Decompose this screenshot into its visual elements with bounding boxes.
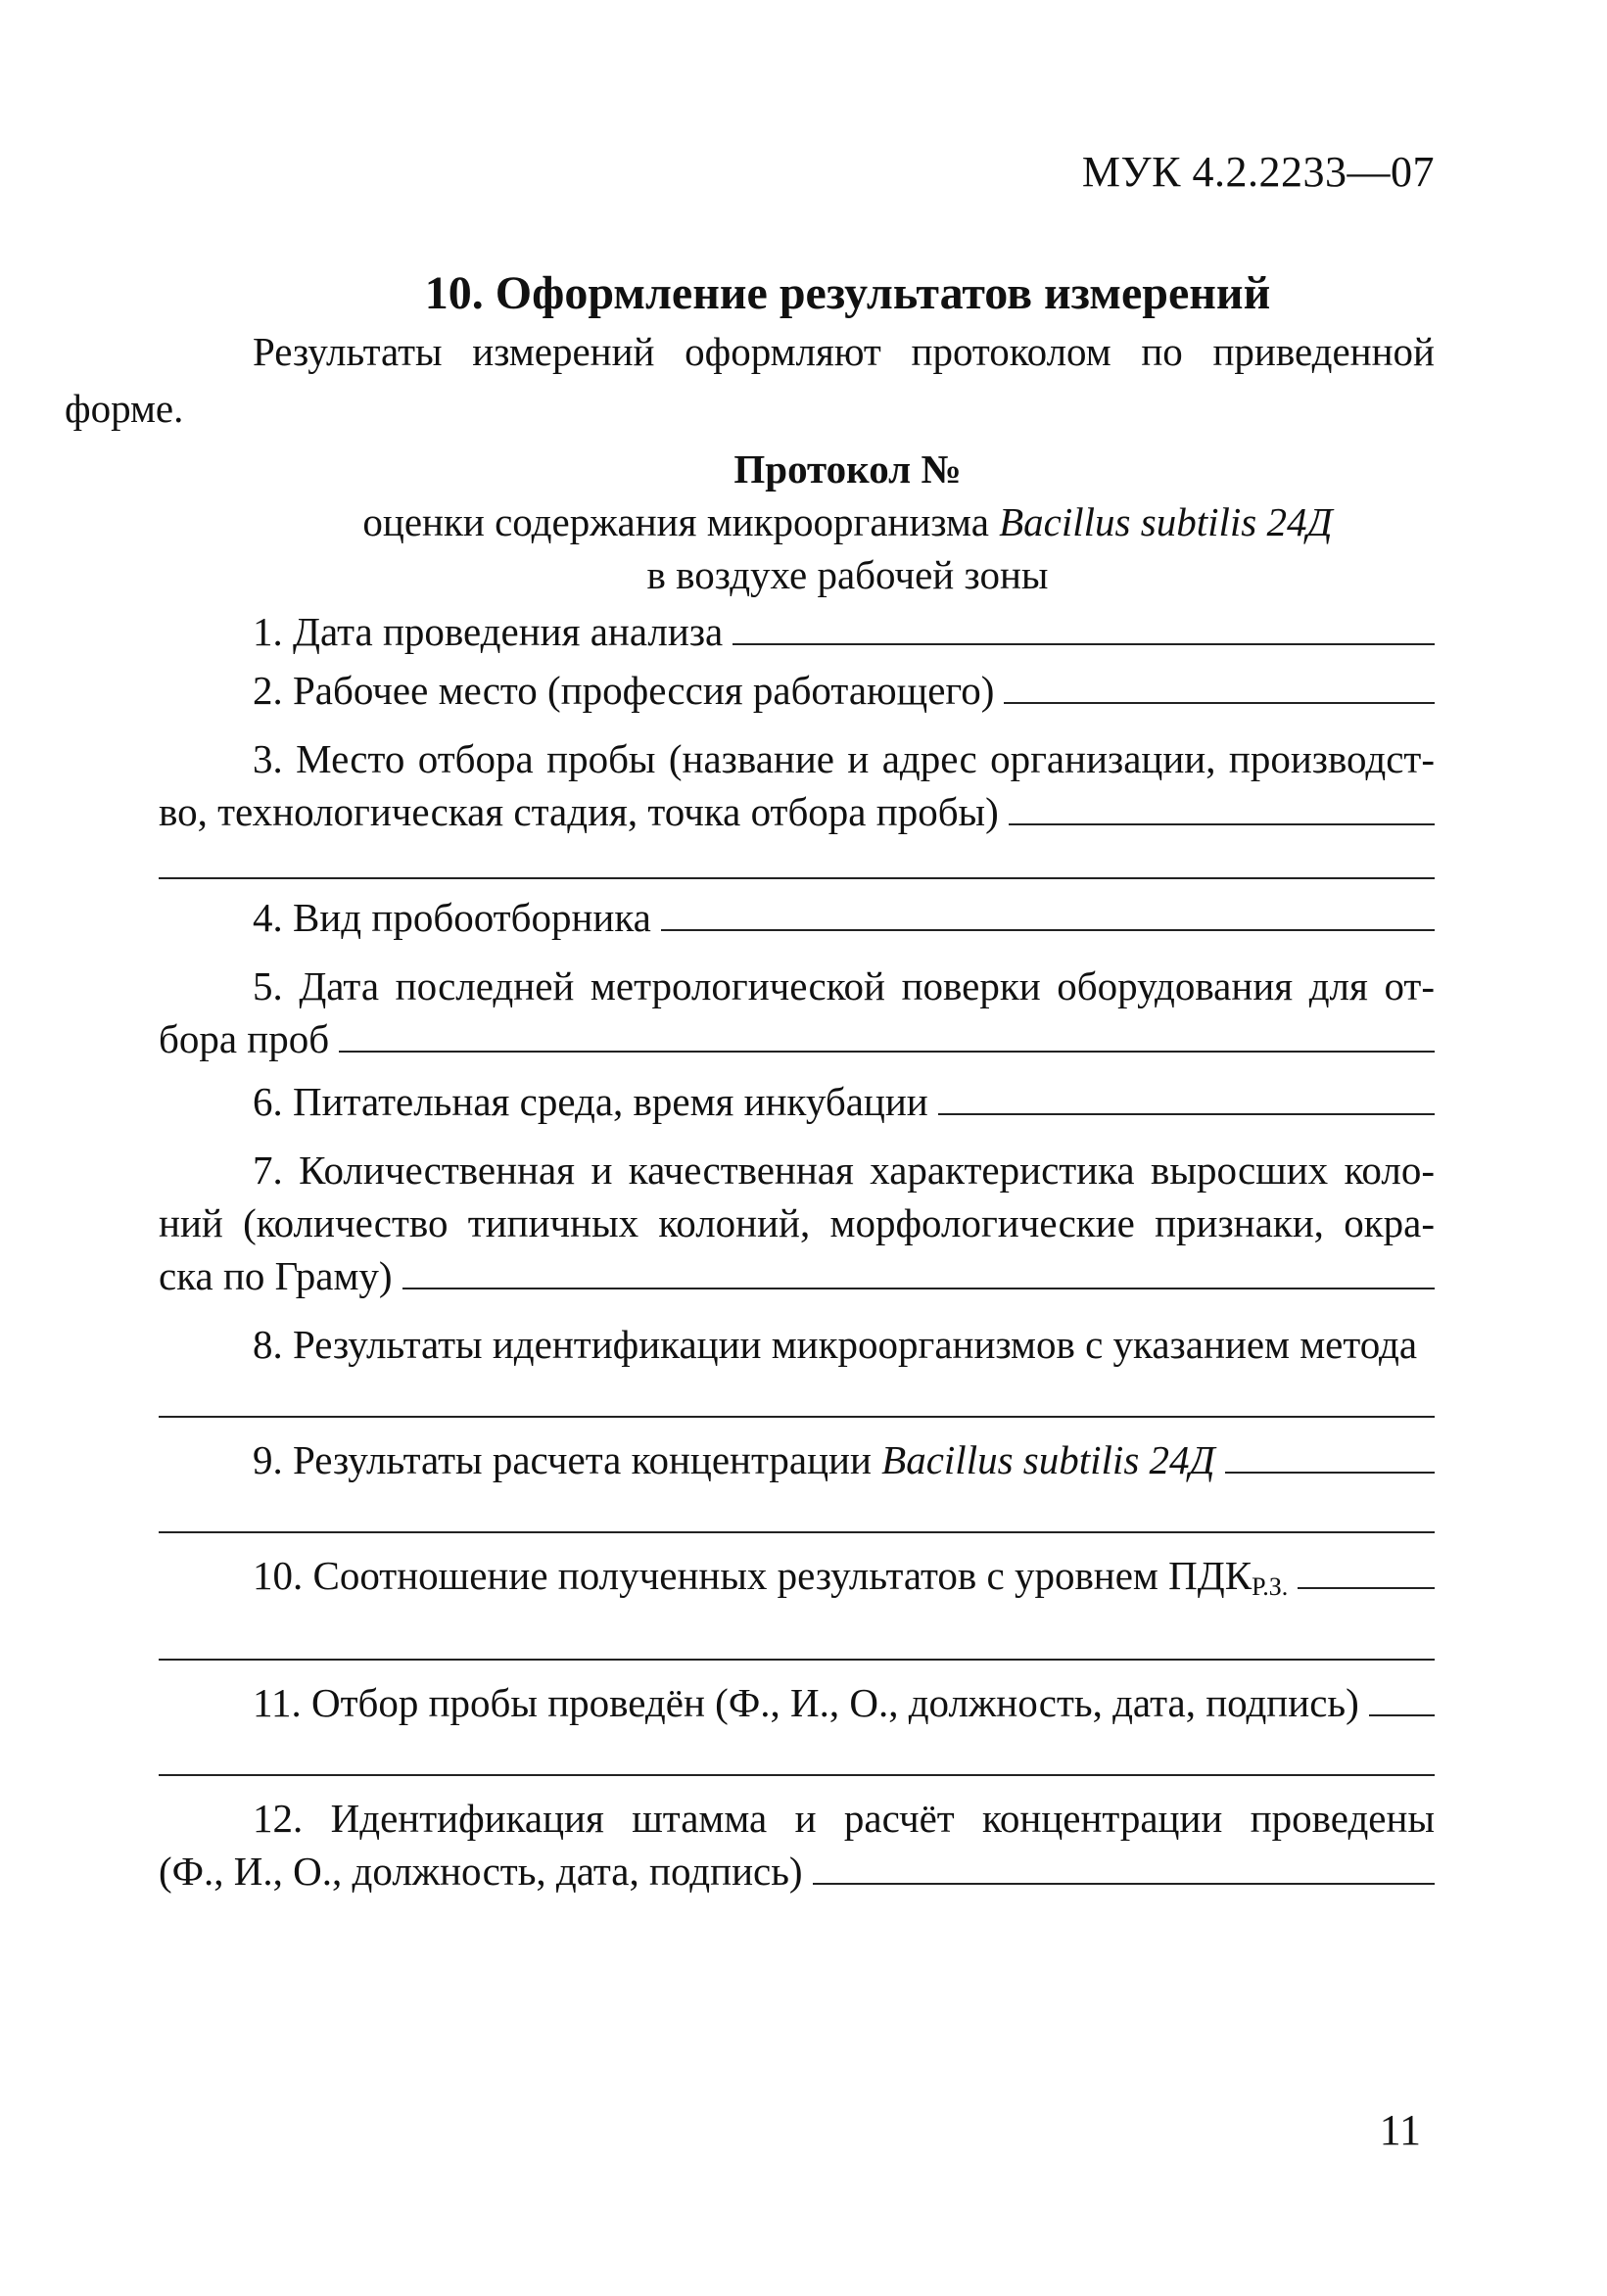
item-8 <box>159 1318 1435 1418</box>
item-12-line-2: (Ф., И., О., должность, дата, подпись) <box>159 1849 803 1894</box>
item-10 <box>159 1549 1435 1661</box>
document-code: МУК 4.2.2233—07 <box>1081 148 1435 196</box>
item-9-organism: Bacillus subtilis 24Д <box>881 1437 1215 1482</box>
protocol-subtitle <box>88 495 1607 548</box>
item-3 <box>159 732 1435 879</box>
item-6-label: 6. Питательная среда, время инкубации <box>253 1079 928 1124</box>
item-1-label: 1. Дата проведения анализа <box>253 609 724 654</box>
item-9-prefix: 9. Результаты расчета концентрации <box>253 1437 882 1482</box>
item-10-extra-field[interactable] <box>159 1619 1435 1661</box>
item-11-field[interactable] <box>1369 1681 1435 1716</box>
item-8-field[interactable] <box>159 1377 1435 1418</box>
item-8-label: 8. Результаты идентификации микроорганизмов с указанием метода <box>253 1322 1418 1367</box>
protocol-subtitle-prefix: оценки содержания микроорганизма <box>362 499 1000 544</box>
item-11 <box>159 1676 1435 1776</box>
item-2-field[interactable] <box>1004 669 1435 704</box>
item-1 <box>159 605 1435 658</box>
item-5-line-1: 5. Дата последней метрологической поверки оборудования для от- <box>253 963 1435 1008</box>
protocol-organism: Bacillus subtilis 24Д <box>999 499 1333 544</box>
item-3-line-1: 3. Место отбора пробы (название и адрес организации, производст- <box>253 736 1435 781</box>
intro-line-1: Результаты измерений оформляют протоколом по приведенной <box>253 329 1435 374</box>
item-3-line-2: во, технологическая стадия, точка отбора пробы) <box>159 789 999 834</box>
item-2 <box>159 664 1435 717</box>
protocol-title: Протокол № <box>733 446 962 492</box>
item-11-extra-field[interactable] <box>159 1735 1435 1776</box>
item-7-line-3: ска по Граму) <box>159 1253 393 1298</box>
item-10-label <box>253 1549 1288 1614</box>
item-9-field[interactable] <box>1225 1438 1435 1474</box>
item-7-line-2: ний (количество типичных колоний, морфологические признаки, окра- <box>159 1200 1435 1245</box>
item-7 <box>159 1144 1435 1302</box>
item-12 <box>159 1792 1435 1898</box>
item-4-label: 4. Вид пробоотборника <box>253 895 651 940</box>
item-4 <box>159 891 1435 944</box>
item-12-line-1: 12. Идентификация штамма и расчёт концентрации проведены <box>253 1796 1435 1841</box>
item-9-extra-field[interactable] <box>159 1492 1435 1533</box>
item-9 <box>159 1433 1435 1533</box>
item-12-field[interactable] <box>813 1850 1435 1885</box>
item-10-subscript: Р.З. <box>1252 1572 1289 1601</box>
item-11-label: 11. Отбор пробы проведён (Ф., И., О., должность, дата, подпись) <box>253 1680 1359 1725</box>
protocol-subtitle-line2: в воздухе рабочей зоны <box>646 552 1049 597</box>
item-5 <box>159 960 1435 1065</box>
section-title: 10. Оформление результатов измерений <box>424 267 1271 319</box>
item-10-field[interactable] <box>1298 1554 1435 1589</box>
item-1-field[interactable] <box>733 610 1435 645</box>
item-6 <box>159 1075 1435 1128</box>
item-5-line-2: бора проб <box>159 1016 330 1061</box>
item-7-field[interactable] <box>402 1254 1435 1289</box>
intro-line-2: форме. <box>65 386 184 431</box>
item-10-prefix: 10. Соотношение полученных результатов с уровнем ПДК <box>253 1553 1253 1598</box>
item-6-field[interactable] <box>938 1080 1435 1115</box>
item-4-field[interactable] <box>661 896 1435 931</box>
item-5-field[interactable] <box>339 1017 1435 1053</box>
intro-paragraph <box>65 323 1435 437</box>
protocol-items <box>159 605 1435 1898</box>
item-3-field[interactable] <box>1009 790 1435 825</box>
item-3-extra-field[interactable] <box>159 838 1435 879</box>
protocol-heading <box>0 443 1607 601</box>
item-2-label: 2. Рабочее место (профессия работающего) <box>253 668 995 713</box>
item-7-line-1: 7. Количественная и качественная характеристика выросших коло- <box>253 1148 1435 1193</box>
page-number: 11 <box>1379 2106 1421 2154</box>
item-9-label <box>253 1433 1215 1486</box>
